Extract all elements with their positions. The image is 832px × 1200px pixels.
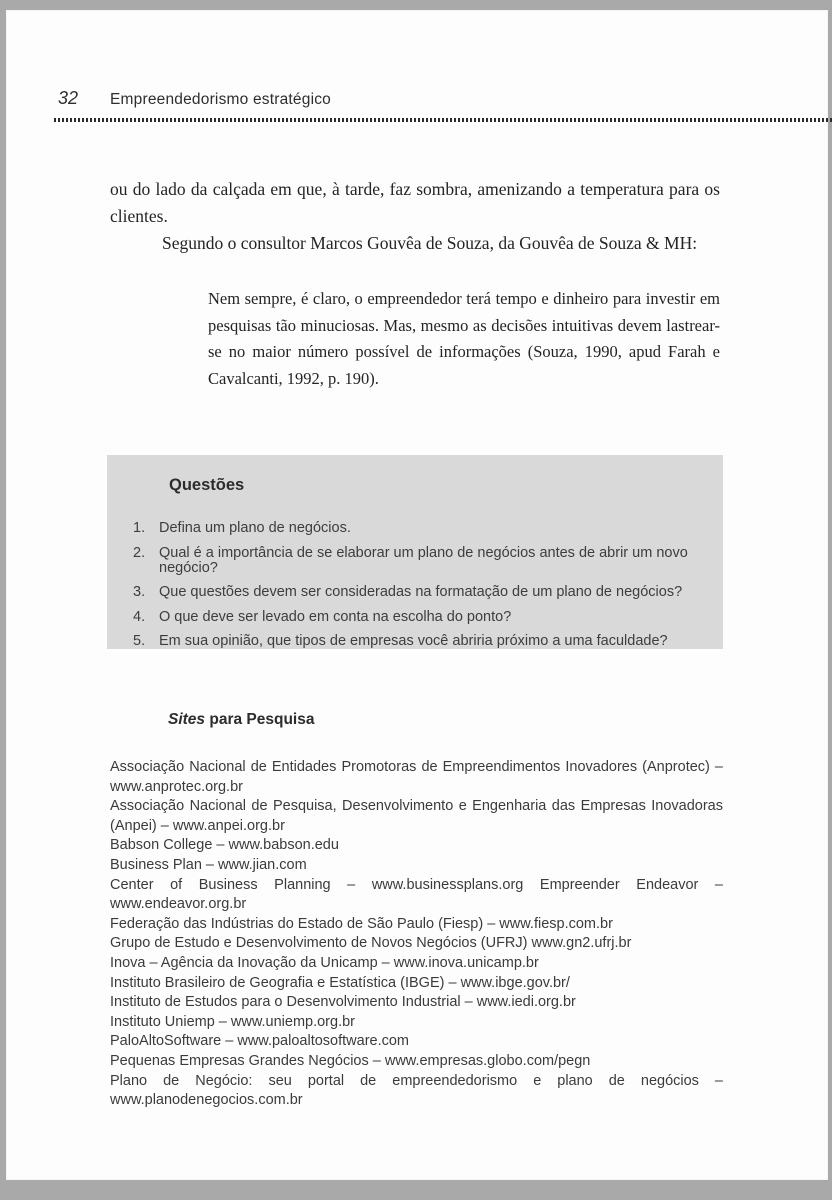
site-list-item: Instituto Uniemp – www.uniemp.org.br <box>110 1013 355 1030</box>
question-item: Em sua opinião, que tipos de empresas você abriria próximo a uma faculdade? <box>159 633 668 649</box>
site-list-item: Business Plan – www.jian.com <box>110 856 307 873</box>
sites-title-italic-part: Sites <box>168 711 206 728</box>
header-dotted-rule <box>54 118 832 122</box>
sites-title-rest-part: para Pesquisa <box>205 711 315 728</box>
site-list-item: Instituto Brasileiro de Geografia e Estatística (IBGE) – www.ibge.gov.br/ <box>110 974 570 991</box>
sites-section-title <box>168 711 314 729</box>
book-page <box>6 10 828 1180</box>
questions-box <box>107 455 723 649</box>
site-list-item: Pequenas Empresas Grandes Negócios – www.empresas.globo.com/pegn <box>110 1052 591 1069</box>
body-paragraph-1: ou do lado da calçada em que, à tarde, faz sombra, amenizando a temperatura para os clientes. <box>110 179 720 226</box>
site-list-item: PaloAltoSoftware – www.paloaltosoftware.com <box>110 1033 410 1050</box>
question-item: Que questões devem ser consideradas na formatação de um plano de negócios? <box>159 584 683 600</box>
site-list-item: Center of Business Planning – www.businessplans.org Empreender Endeavor – www.endeavor.org.br <box>110 876 723 913</box>
questions-list <box>131 521 709 659</box>
question-item: O que deve ser levado em conta na escolha do ponto? <box>159 608 512 625</box>
block-quote: Nem sempre, é claro, o empreendedor terá tempo e dinheiro para investir em pesquisas tão minuciosas. Mas, mesmo as decisões intuitivas devem lastrear-se no maior número possível de informações (Souza, 1990, apud Farah e Cavalcanti, 1992, p. 190). <box>208 289 720 388</box>
questions-box-title: Questões <box>169 476 245 494</box>
site-list-item: Inova – Agência da Inovação da Unicamp – www.inova.unicamp.br <box>110 954 539 971</box>
site-list-item: Associação Nacional de Pesquisa, Desenvolvimento e Engenharia das Empresas Inovadoras (Anpei) – www.anpei.org.br <box>110 798 723 834</box>
site-list-item: Plano de Negócio: seu portal de empreendedorismo e plano de negócios – www.planodenegocios.com.br <box>110 1072 723 1109</box>
site-list-item: Federação das Indústrias do Estado de São Paulo (Fiesp) – www.fiesp.com.br <box>110 915 613 932</box>
sites-list <box>110 758 723 1111</box>
body-paragraph-2: Segundo o consultor Marcos Gouvêa de Souza, da Gouvêa de Souza & MH: <box>162 233 698 253</box>
question-item: Defina um plano de negócios. <box>159 520 351 536</box>
question-item: Qual é a importância de se elaborar um plano de negócios antes de abrir um novo negócio? <box>159 544 688 576</box>
site-list-item: Grupo de Estudo e Desenvolvimento de Novos Negócios (UFRJ) www.gn2.ufrj.br <box>110 935 632 952</box>
site-list-item: Instituto de Estudos para o Desenvolvimento Industrial – www.iedi.org.br <box>110 994 576 1011</box>
running-header-title: Empreendedorismo estratégico <box>110 91 331 108</box>
page-number: 32 <box>58 88 79 108</box>
site-list-item: Babson College – www.babson.edu <box>110 837 339 854</box>
site-list-item: Associação Nacional de Entidades Promotoras de Empreendimentos Inovadores (Anprotec) – www.anprotec.org.br <box>110 759 723 795</box>
